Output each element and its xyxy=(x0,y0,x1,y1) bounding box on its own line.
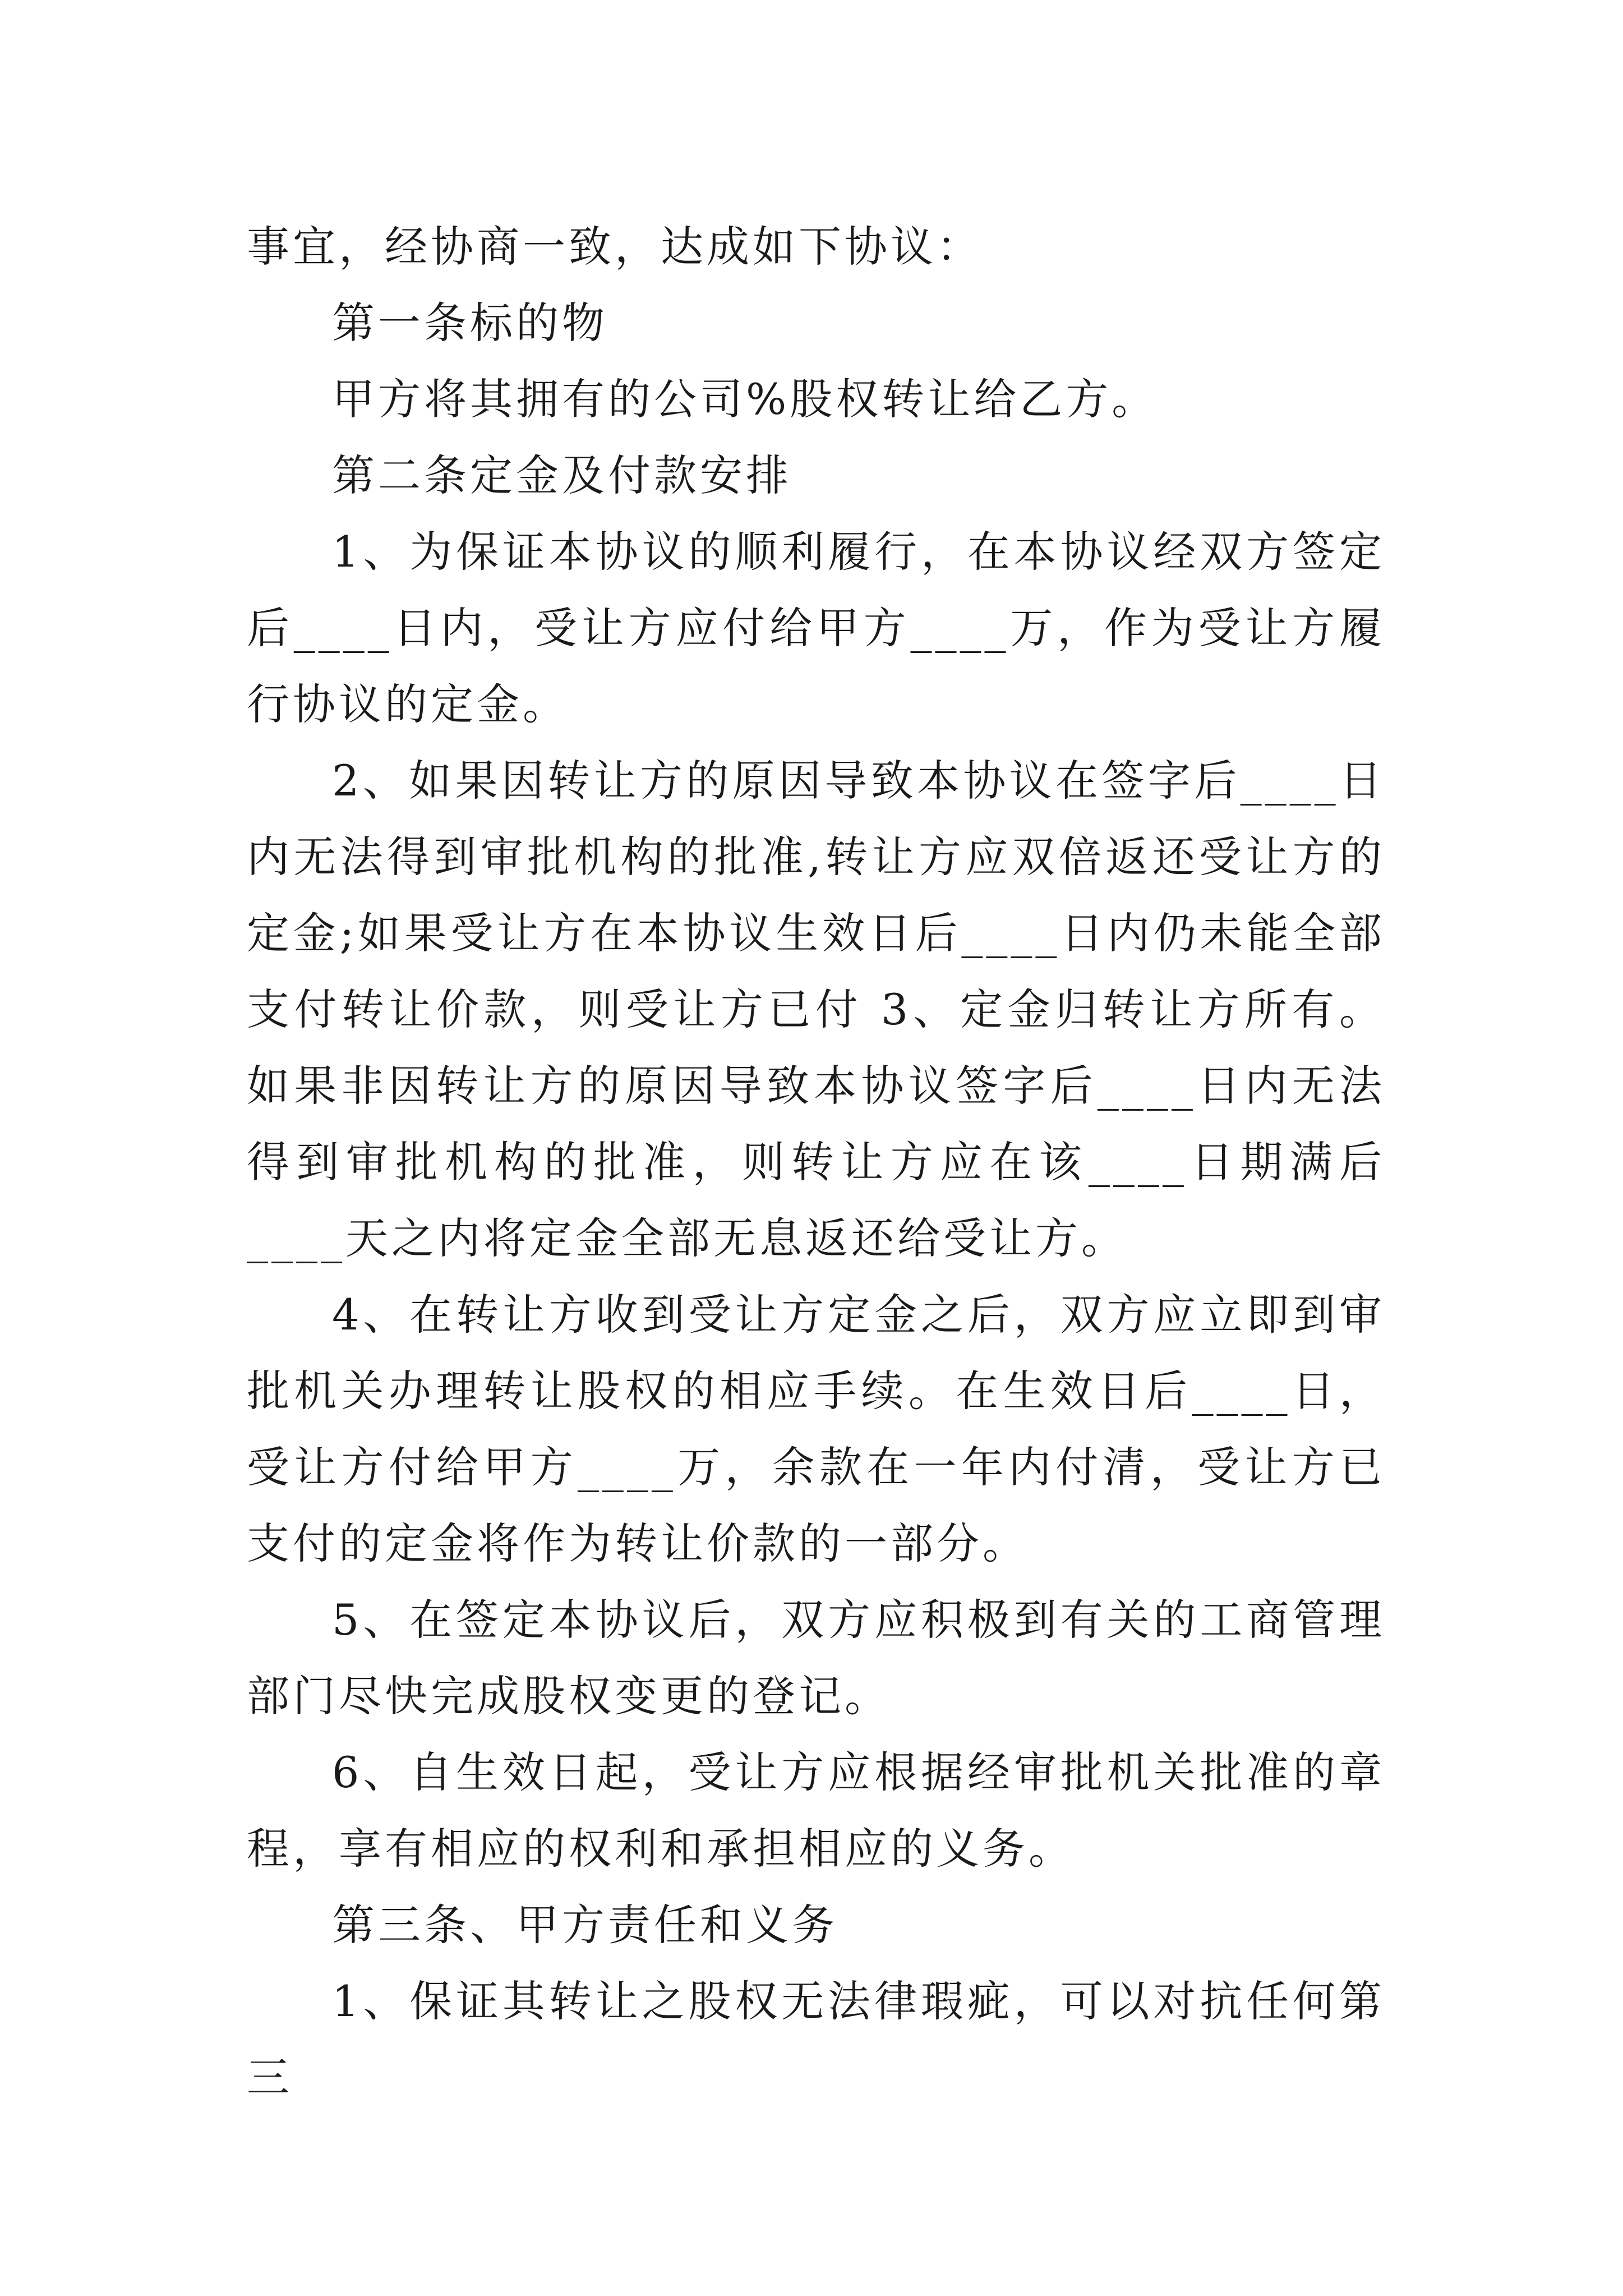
document-body xyxy=(247,209,1385,2116)
article-1-title: 第一条标的物 xyxy=(332,298,608,348)
article-2-item-1: 1、为保证本协议的顺利履行，在本协议经双方签定后____日内，受让方应付给甲方____万，作为受让方履行协议的定金。 xyxy=(247,527,1385,729)
article-2-item-5: 5、在签定本协议后，双方应积极到有关的工商管理部门尽快完成股权变更的登记。 xyxy=(247,1595,1385,1721)
article-2-title: 第二条定金及付款安排 xyxy=(332,450,792,500)
article-3-title: 第三条、甲方责任和义务 xyxy=(332,1900,838,1950)
article-1-body: 甲方将其拥有的公司%股权转让给乙方。 xyxy=(332,374,1158,424)
article-2-item-2: 2、如果因转让方的原因导致本协议在签字后____日内无法得到审批机构的批准,转让方应双倍返还受让方的定金;如果受让方在本协议生效日后____日内仍未能全部支付转让价款，则受让方已付 3、定金归转让方所有。如果非因转让方的原因导致本协议签字后____日内无法得到审批机构的批准，则转让方应在该____日期满后____天之内将定金全部无息返还给受让方。 xyxy=(247,756,1385,1263)
article-3-item-1: 1、保证其转让之股权无法律瑕疵，可以对抗任何第三 xyxy=(247,1976,1385,2102)
article-2-item-6: 6、自生效日起，受让方应根据经审批机关批准的章程，享有相应的权利和承担相应的义务。 xyxy=(247,1747,1385,1874)
article-2-item-4: 4、在转让方收到受让方定金之后，双方应立即到审批机关办理转让股权的相应手续。在生效日后____日，受让方付给甲方____万，余款在一年内付清，受让方已支付的定金将作为转让价款的一部分。 xyxy=(247,1290,1385,1568)
paragraph-intro: 事宜，经协商一致，达成如下协议： xyxy=(247,222,983,272)
